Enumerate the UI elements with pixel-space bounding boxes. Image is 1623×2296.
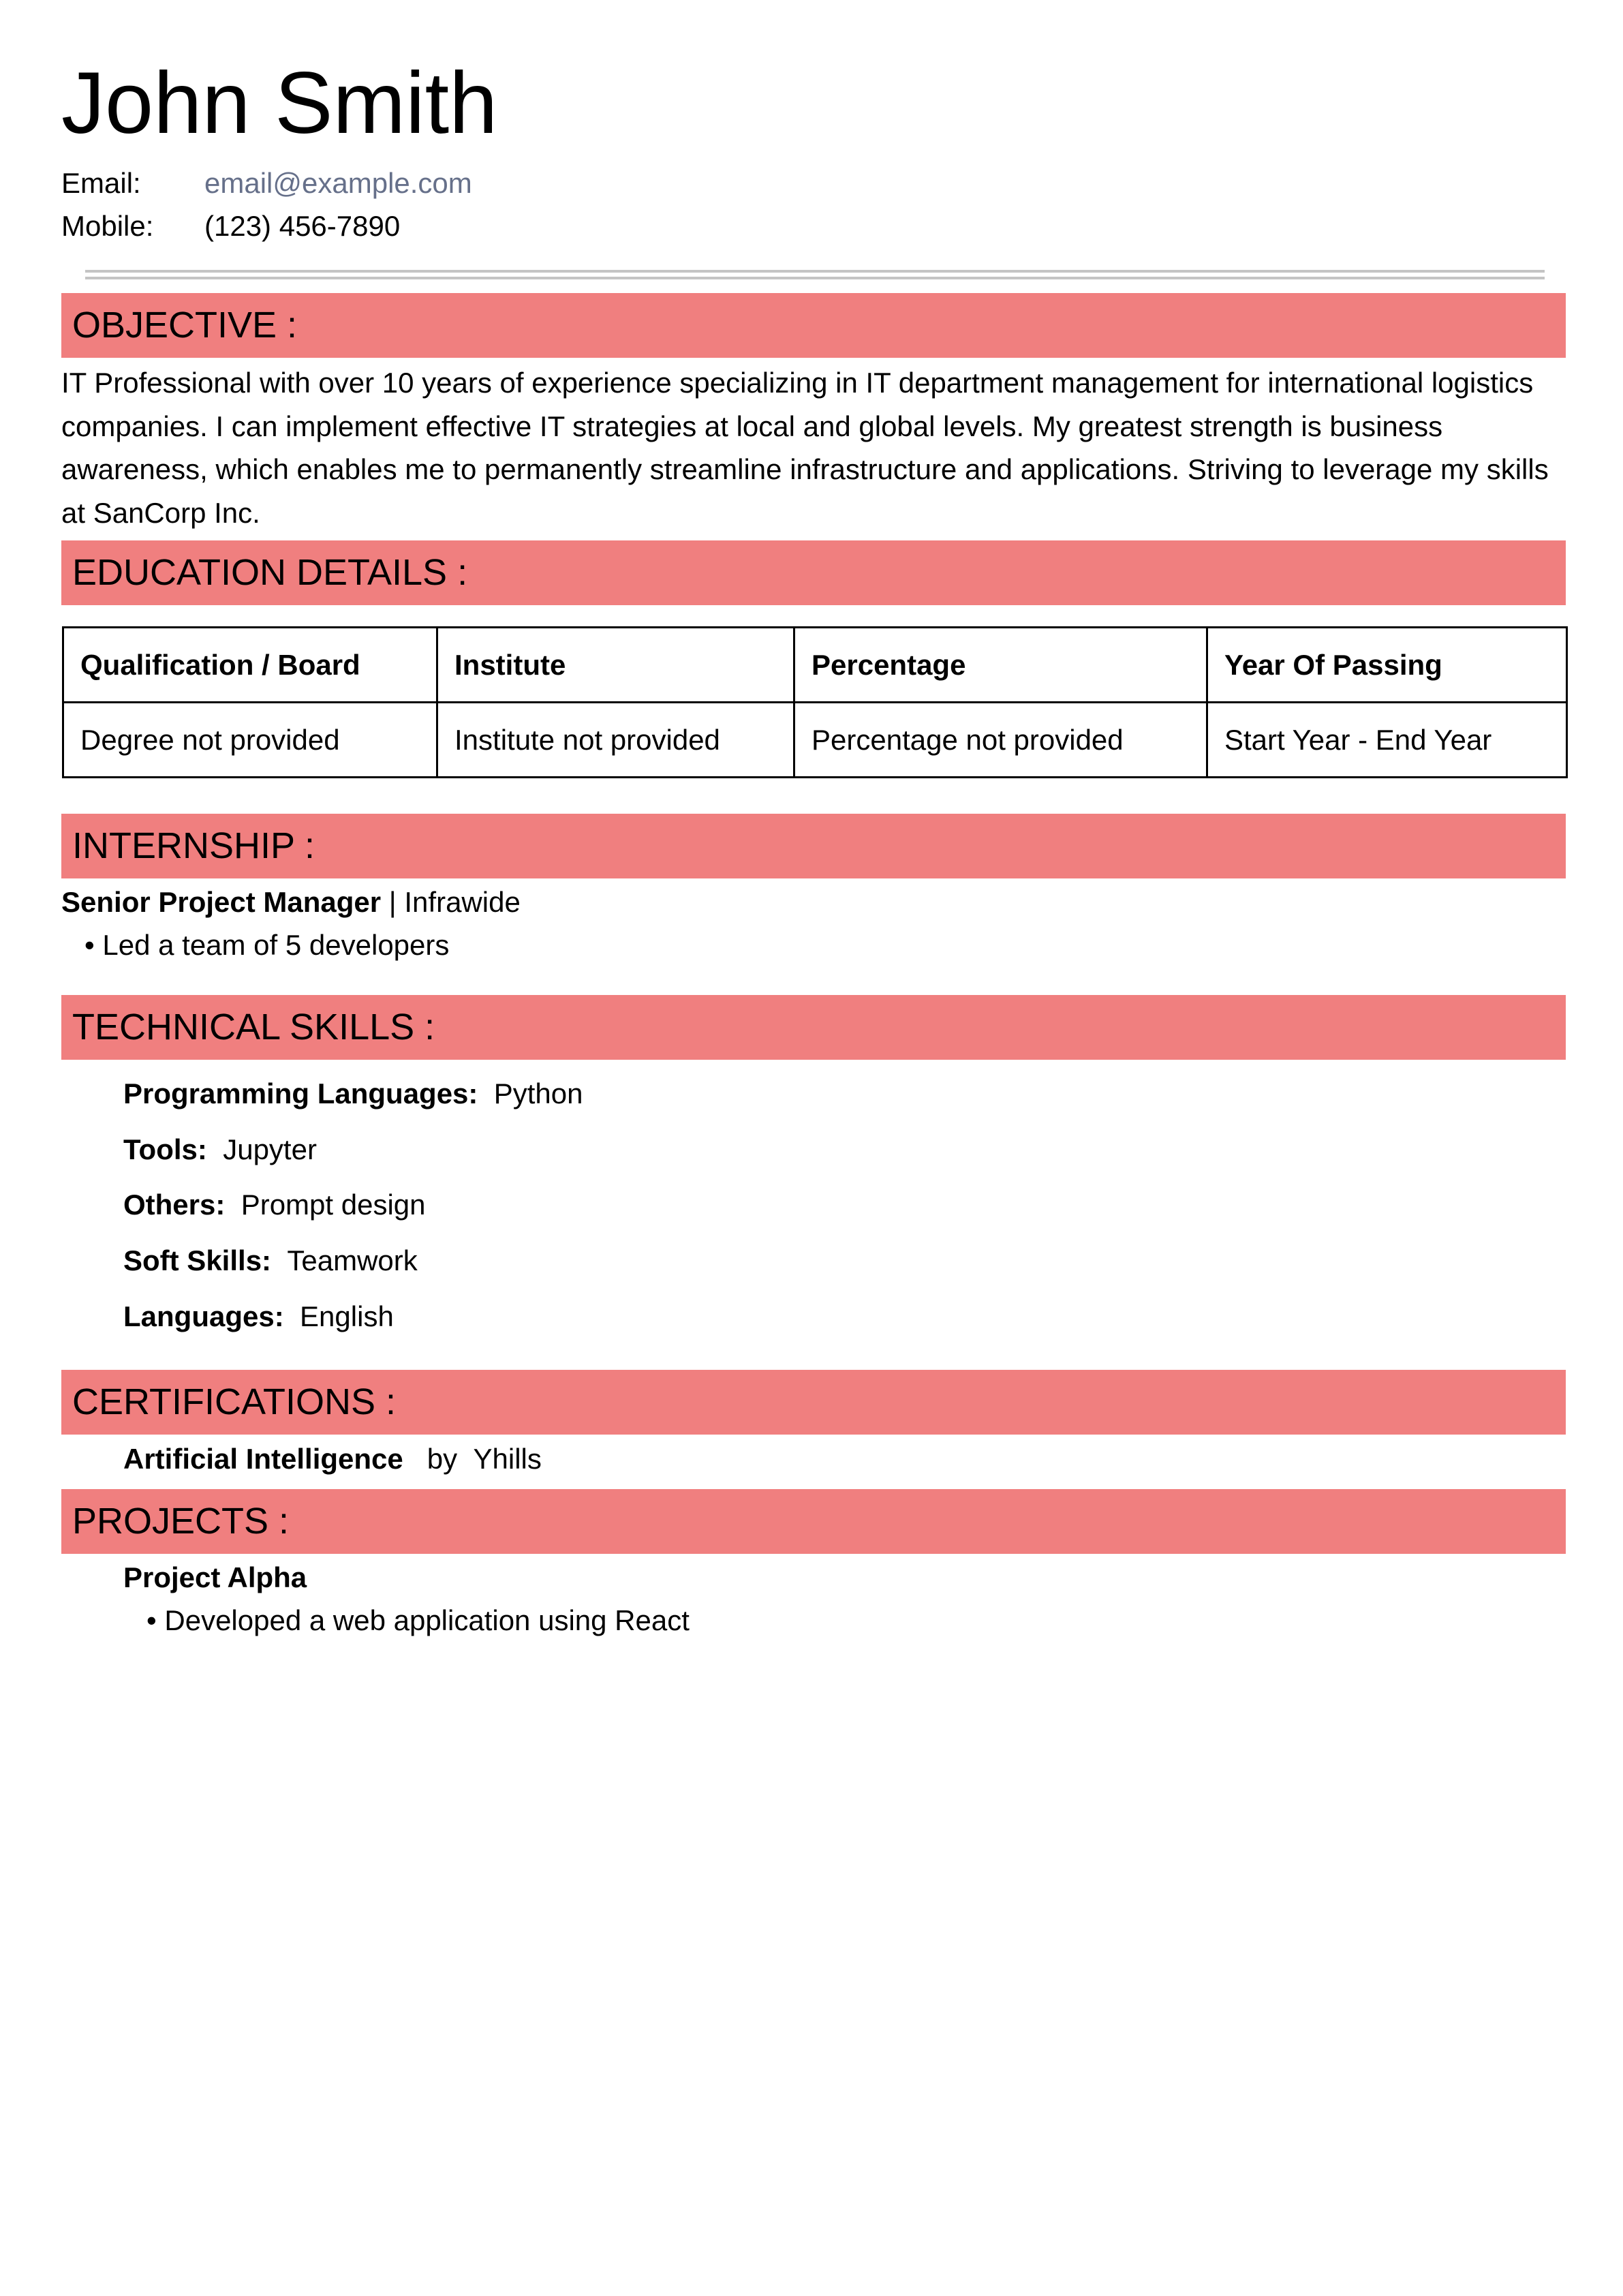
mobile-row (61, 207, 400, 245)
list-item: • Led a team of 5 developers (84, 929, 450, 961)
education-heading: EDUCATION DETAILS : (61, 540, 1566, 605)
column-header: Qualification / Board (63, 628, 437, 703)
column-header: Percentage (794, 628, 1207, 703)
skill-label: Languages: (123, 1300, 284, 1332)
email-row (61, 164, 472, 202)
table-cell: Degree not provided (63, 703, 437, 778)
skill-value: Jupyter (223, 1133, 317, 1165)
skill-row (123, 1131, 317, 1169)
internship-heading: INTERNSHIP : (61, 814, 1566, 878)
objective-heading: OBJECTIVE : (61, 293, 1566, 358)
skill-label: Tools: (123, 1133, 207, 1165)
skill-value: Teamwork (287, 1244, 418, 1276)
skill-row (123, 1186, 426, 1224)
skill-row (123, 1242, 418, 1280)
skills-heading: TECHNICAL SKILLS : (61, 995, 1566, 1060)
education-header-row (63, 628, 1567, 703)
certifications-heading: CERTIFICATIONS : (61, 1370, 1566, 1435)
internship-separator: | (381, 886, 405, 918)
projects-heading: PROJECTS : (61, 1489, 1566, 1554)
list-item: • Developed a web application using React (146, 1604, 690, 1636)
table-row (63, 703, 1567, 778)
education-table (62, 626, 1568, 778)
internship-entry (61, 883, 521, 921)
table-cell: Start Year - End Year (1207, 703, 1567, 778)
mobile-label: Mobile: (61, 210, 154, 242)
skill-label: Programming Languages: (123, 1077, 478, 1109)
skill-value: Python (493, 1077, 583, 1109)
column-header: Institute (437, 628, 794, 703)
table-cell: Institute not provided (437, 703, 794, 778)
header-divider (85, 270, 1545, 279)
email-link[interactable]: email@example.com (204, 167, 472, 199)
internship-role: Senior Project Manager (61, 886, 382, 918)
certification-title: Artificial Intelligence (123, 1443, 403, 1475)
table-cell: Percentage not provided (794, 703, 1207, 778)
certification-by: by (427, 1443, 458, 1475)
column-header: Year Of Passing (1207, 628, 1567, 703)
skill-value: Prompt design (241, 1189, 426, 1221)
skill-label: Others: (123, 1189, 226, 1221)
project-title: Project Alpha (123, 1561, 307, 1593)
mobile-value: (123) 456-7890 (204, 210, 401, 242)
internship-company: Infrawide (404, 886, 521, 918)
certification-issuer: Yhills (473, 1443, 542, 1475)
skill-row (123, 1075, 583, 1113)
candidate-name: John Smith (61, 55, 498, 152)
skill-label: Soft Skills: (123, 1244, 272, 1276)
skill-row (123, 1298, 394, 1336)
email-label: Email: (61, 167, 141, 199)
skill-value: English (300, 1300, 394, 1332)
objective-text: IT Professional with over 10 years of experience specializing in IT department management for international logistics companies. I can implement effective IT strategies at local and global levels. My greatest strength is business awareness, which enables me to permanently streamline infrastructure and applications. Striving to leverage my skills at SanCorp Inc. (61, 367, 1549, 529)
certification-item (123, 1440, 542, 1478)
